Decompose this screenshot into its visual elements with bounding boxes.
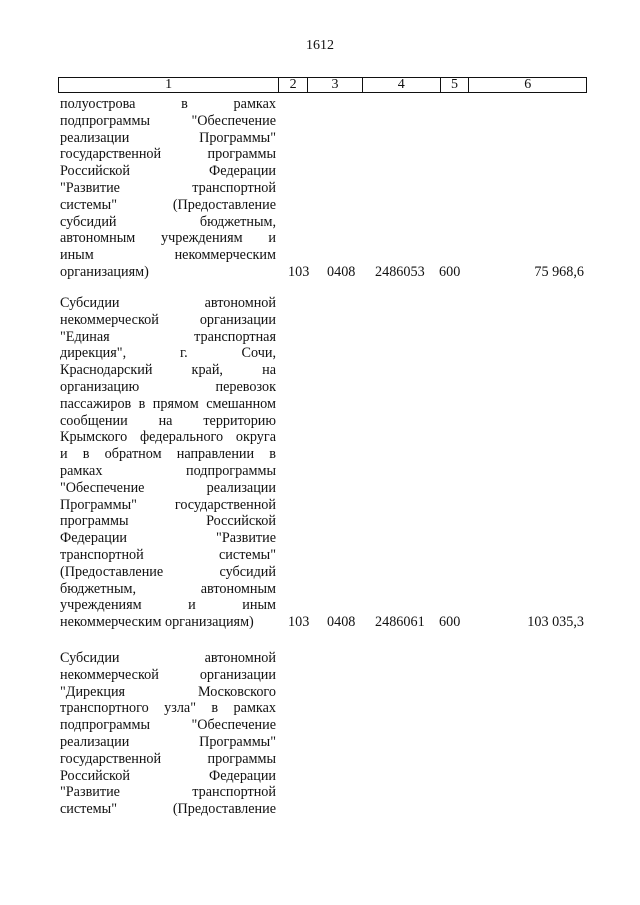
description-line: полуострова в рамках — [60, 96, 276, 112]
description-line: подпрограммы "Обеспечение — [60, 112, 276, 129]
description-line: Российской Федерации — [60, 767, 276, 784]
amount: 75 968,6 — [534, 264, 584, 280]
target-article-code: 2486061 — [375, 614, 425, 631]
page-number: 1612 — [306, 38, 334, 53]
description-line: системы" (Предоставление — [60, 196, 276, 213]
description-line: некоммерческим организациям) — [60, 614, 254, 631]
description-line: программы Российской — [60, 513, 276, 530]
description-line: Субсидии автономной — [60, 650, 276, 666]
description-line: некоммерческой организации — [60, 666, 276, 683]
ministry-code: 103 — [288, 614, 310, 631]
description-line: системы" (Предоставление — [60, 801, 276, 818]
ministry-code: 103 — [288, 264, 310, 280]
description-line: государственной программы — [60, 750, 276, 767]
description-line: иным некоммерческим — [60, 247, 276, 264]
description-line: сообщении на территорию — [60, 412, 276, 429]
amount: 103 035,3 — [527, 614, 584, 631]
header-col-3: 3 — [308, 78, 363, 92]
description-line: "Обеспечение реализации — [60, 479, 276, 496]
description-line: бюджетным, автономным — [60, 580, 276, 597]
row-description — [60, 96, 276, 281]
header-col-5: 5 — [441, 78, 470, 92]
description-line: Программы" государственной — [60, 496, 276, 513]
description-line: рамках подпрограммы — [60, 462, 276, 479]
header-col-2: 2 — [279, 78, 308, 92]
description-line: некоммерческой организации — [60, 311, 276, 328]
description-line: транспортного узла" в рамках — [60, 700, 276, 717]
description-line: транспортной системы" — [60, 546, 276, 563]
description-line: реализации Программы" — [60, 733, 276, 750]
header-col-4: 4 — [363, 78, 441, 92]
description-line: "Единая транспортная — [60, 328, 276, 345]
description-line: Субсидии автономной — [60, 295, 276, 311]
table-header — [58, 77, 587, 93]
description-line: реализации Программы" — [60, 129, 276, 146]
description-line: организациям) — [60, 263, 149, 280]
header-col-6: 6 — [524, 77, 532, 92]
description-line: и в обратном направлении в — [60, 446, 276, 463]
description-line: "Развитие транспортной — [60, 179, 276, 196]
target-article-code: 2486053 — [375, 264, 425, 280]
header-col-1: 1 — [59, 78, 279, 92]
description-line: дирекция", г. Сочи, — [60, 345, 276, 362]
description-line: подпрограммы "Обеспечение — [60, 717, 276, 734]
row-description — [60, 295, 276, 631]
description-line: Крымского федерального округа — [60, 429, 276, 446]
description-line: Федерации "Развитие — [60, 530, 276, 547]
row-description — [60, 650, 276, 818]
description-line: "Развитие транспортной — [60, 784, 276, 801]
description-line: автономным учреждениям и — [60, 230, 276, 247]
expense-type-code: 600 — [439, 264, 461, 280]
description-line: Краснодарский край, на — [60, 362, 276, 379]
expense-type-code: 600 — [439, 614, 461, 631]
description-line: субсидий бюджетным, — [60, 213, 276, 230]
description-line: учреждениям и иным — [60, 597, 276, 614]
description-line: государственной программы — [60, 146, 276, 163]
description-line: (Предоставление субсидий — [60, 563, 276, 580]
section-code: 0408 — [327, 264, 356, 280]
description-line: "Дирекция Московского — [60, 683, 276, 700]
section-code: 0408 — [327, 614, 356, 631]
description-line: пассажиров в прямом смешанном — [60, 395, 276, 412]
description-line: организацию перевозок — [60, 378, 276, 395]
description-line: Российской Федерации — [60, 163, 276, 180]
